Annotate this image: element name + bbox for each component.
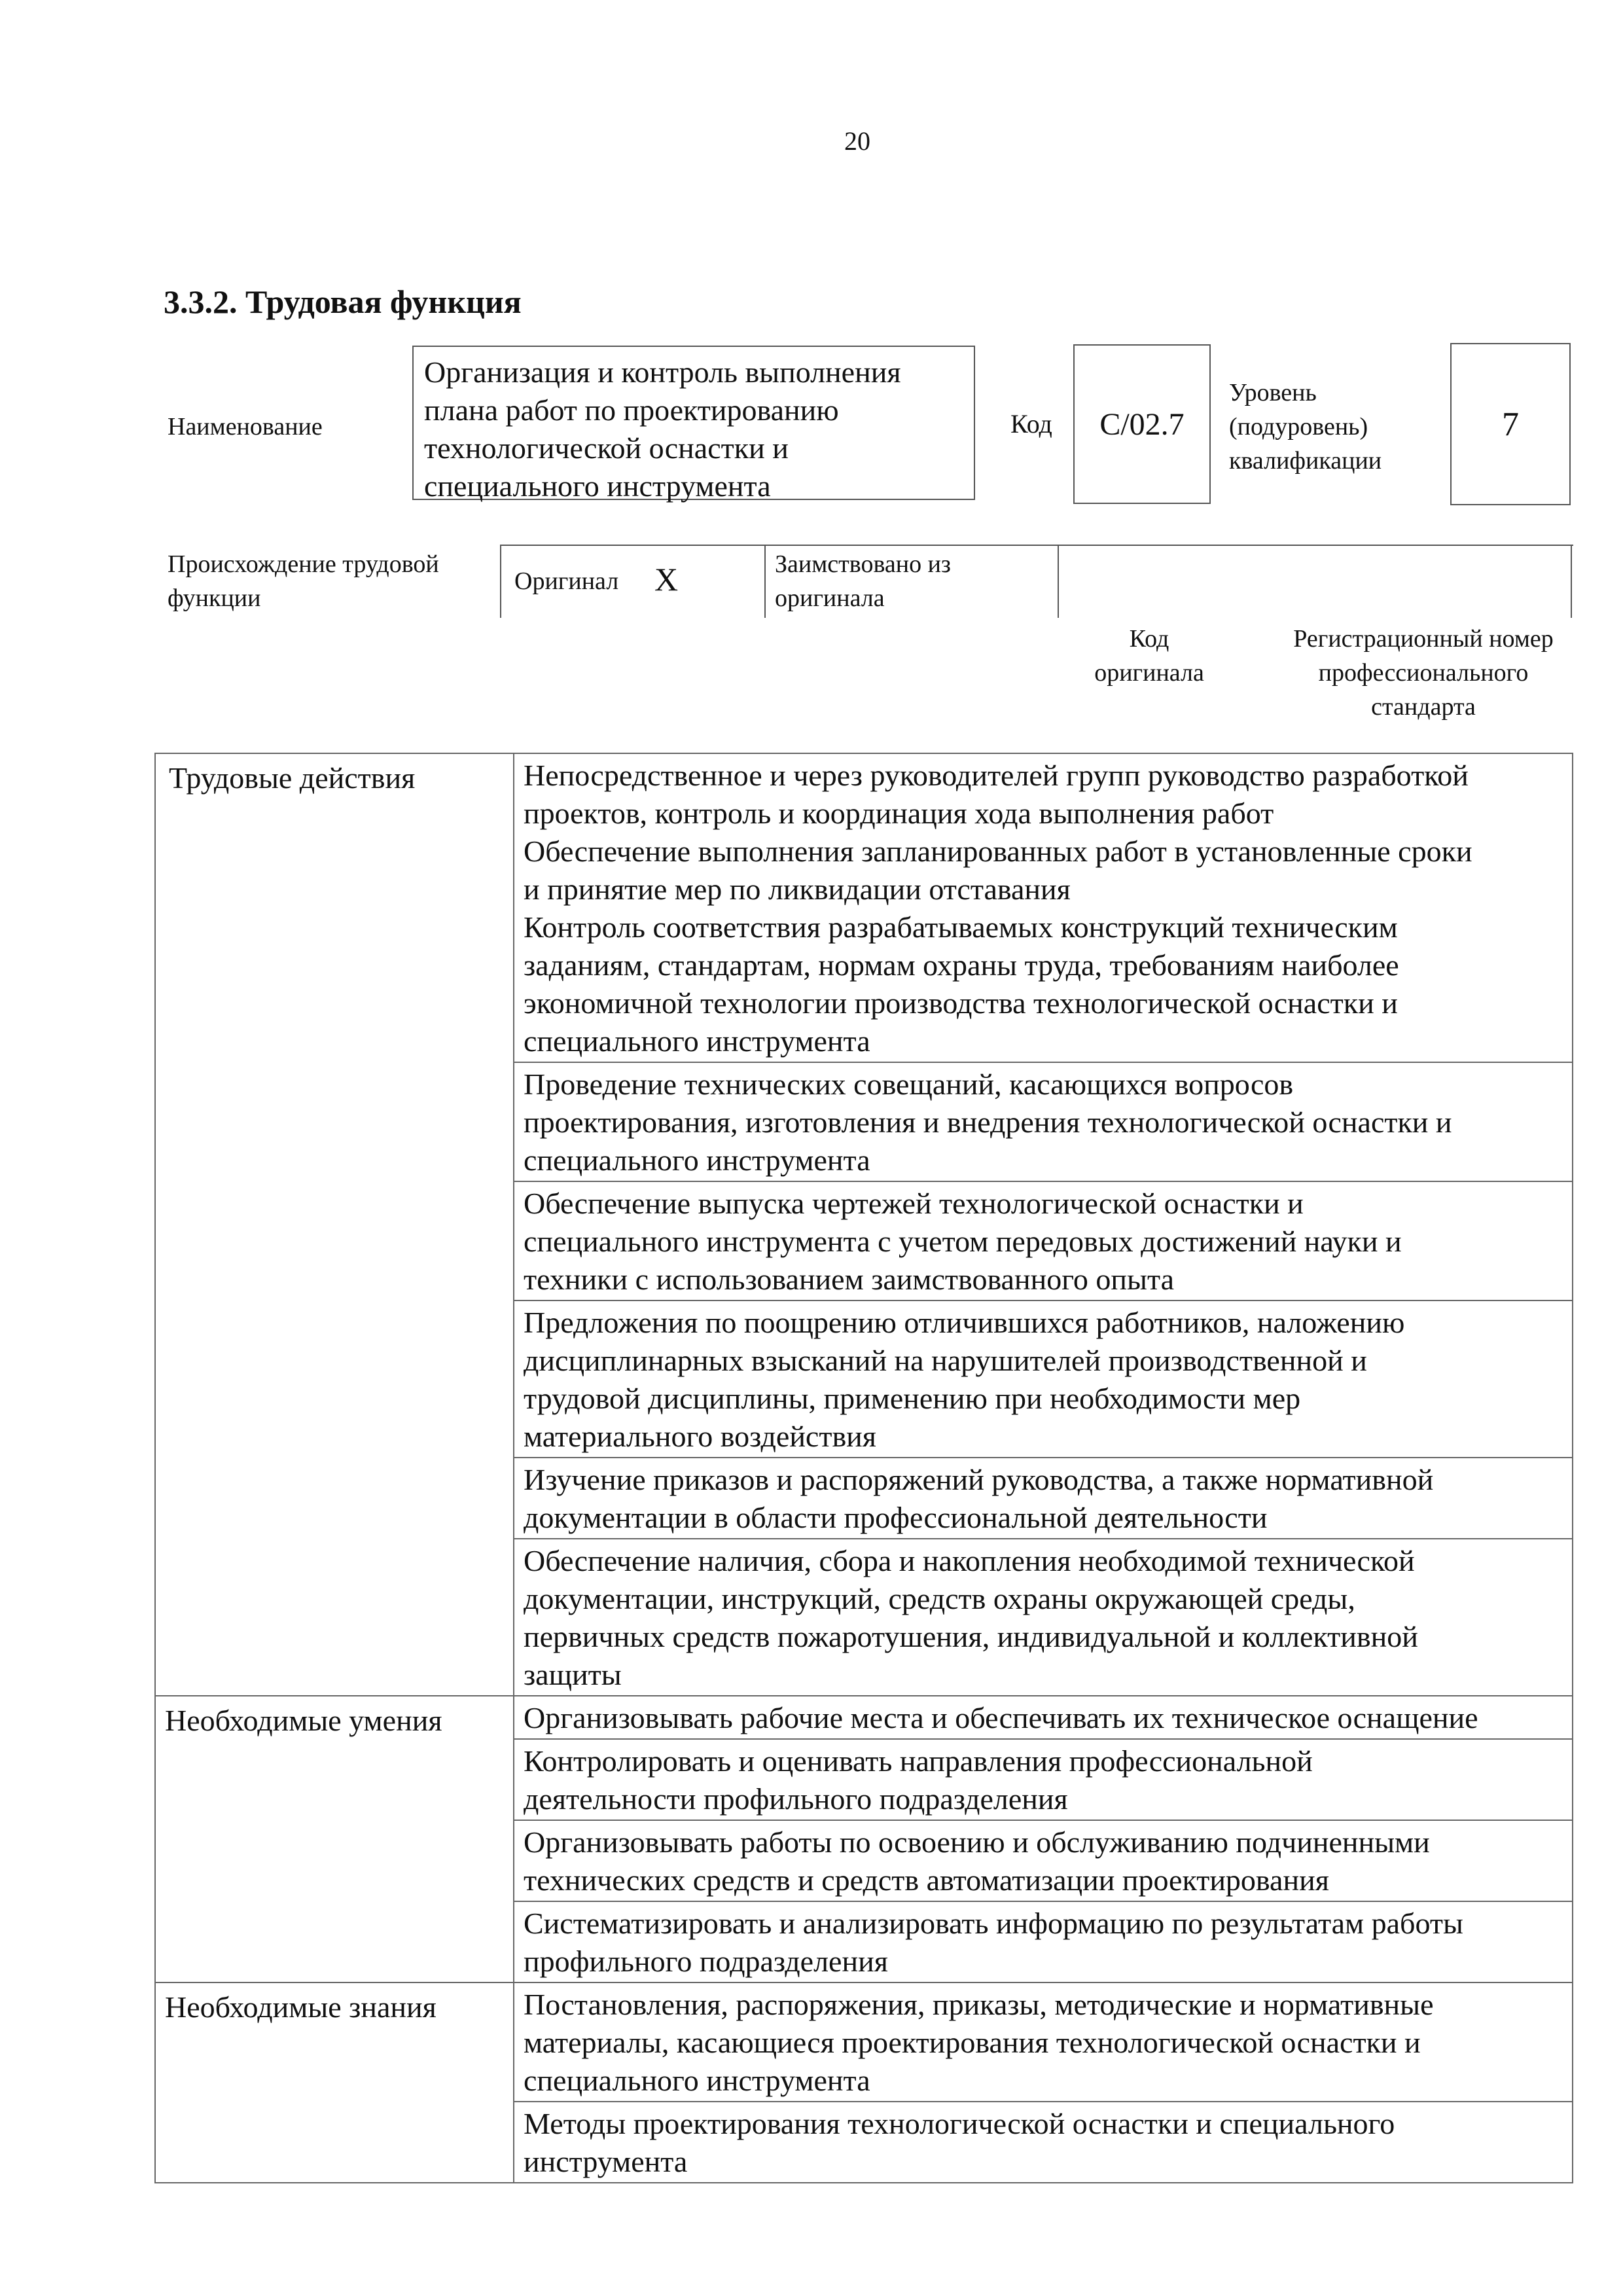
borrowed-label: [775, 547, 951, 615]
function-name-line: технологической оснастки и: [424, 431, 789, 465]
code-value-box: [1073, 344, 1211, 504]
code-value: С/02.7: [1099, 406, 1185, 442]
item-line: проектов, контроль и координация хода выполнения работ: [524, 797, 1274, 830]
labor-actions-heading: Трудовые действия: [155, 753, 514, 1696]
table-row: [155, 753, 1573, 1062]
item-line: специального инструмента: [524, 1024, 870, 1058]
labor-actions-item: [514, 1539, 1573, 1696]
original-label: Оригинал: [514, 567, 619, 595]
required-skills-item: [514, 1901, 1573, 1982]
item-line: заданиям, стандартам, нормам охраны труда, требованиям наиболее: [524, 948, 1399, 982]
item-line: экономичной технологии производства технологической оснастки и: [524, 986, 1398, 1020]
item-line: документации, инструкций, средств охраны окружающей среды,: [524, 1582, 1355, 1615]
required-skills-item: [514, 1739, 1573, 1820]
item-line: специального инструмента с учетом передовых достижений науки и: [524, 1225, 1402, 1258]
origin-label-line: Происхождение трудовой: [168, 550, 439, 578]
item-line: первичных средств пожаротушения, индивидуальной и коллективной: [524, 1620, 1418, 1653]
item-line: технических средств и средств автоматизации проектирования: [524, 1863, 1329, 1897]
function-name-line: плана работ по проектированию: [424, 393, 839, 427]
caption-original-code: [1071, 622, 1228, 690]
caption-line: профессионального: [1318, 659, 1529, 687]
item-line: материалы, касающиеся проектирования технологической оснастки и: [524, 2026, 1421, 2059]
origin-divider: [1058, 546, 1059, 618]
item-line: Предложения по поощрению отличившихся работников, наложению: [524, 1306, 1405, 1339]
item-line: проектирования, изготовления и внедрения технологической оснастки и: [524, 1105, 1452, 1139]
level-label-line: квалификации: [1229, 447, 1382, 475]
caption-line: Регистрационный номер: [1293, 625, 1554, 653]
caption-registration-number: [1270, 622, 1577, 724]
qualification-level-label: [1229, 376, 1382, 478]
name-label: Наименование: [168, 413, 323, 440]
code-label: Код: [1010, 409, 1052, 439]
item-line: деятельности профильного подразделения: [524, 1782, 1068, 1816]
qualification-level-value: 7: [1502, 405, 1519, 443]
item-line: защиты: [524, 1658, 622, 1691]
item-line: Организовывать рабочие места и обеспечивать их техническое оснащение: [524, 1701, 1478, 1734]
table-row: [155, 1982, 1573, 2102]
level-label-line: (подуровень): [1229, 413, 1368, 440]
caption-line: стандарта: [1371, 693, 1476, 721]
item-line: Проведение технических совещаний, касающихся вопросов: [524, 1067, 1294, 1101]
section-title: 3.3.2. Трудовая функция: [164, 283, 522, 320]
item-line: Организовывать работы по освоению и обслуживанию подчиненными: [524, 1825, 1430, 1859]
original-mark: X: [654, 561, 679, 598]
item-line: Контролировать и оценивать направления профессиональной: [524, 1744, 1313, 1778]
item-line: специального инструмента: [524, 2064, 870, 2097]
labor-actions-item: [514, 1062, 1573, 1181]
required-skills-heading: Необходимые умения: [155, 1696, 514, 1982]
level-label-line: Уровень: [1229, 379, 1317, 406]
required-knowledge-item: [514, 1982, 1573, 2102]
required-knowledge-heading: Необходимые знания: [155, 1982, 514, 2183]
item-line: дисциплинарных взысканий на нарушителей производственной и: [524, 1344, 1367, 1377]
item-line: Систематизировать и анализировать информацию по результатам работы: [524, 1907, 1463, 1940]
item-line: Изучение приказов и распоряжений руководства, а также нормативной: [524, 1463, 1434, 1496]
qualification-level-box: [1450, 343, 1571, 505]
item-line: Непосредственное и через руководителей групп руководство разработкой: [524, 759, 1469, 792]
item-line: и принятие мер по ликвидации отставания: [524, 872, 1071, 906]
item-line: Обеспечение выполнения запланированных работ в установленные сроки: [524, 834, 1472, 868]
table-row: [155, 1696, 1573, 1739]
item-line: техники с использованием заимствованного опыта: [524, 1263, 1175, 1296]
caption-line: Код: [1129, 625, 1169, 653]
labor-actions-item: [514, 753, 1573, 1062]
function-details-table: [154, 753, 1573, 2183]
page-number: 20: [844, 126, 870, 156]
function-name-box: [412, 346, 975, 503]
labor-actions-item: [514, 1458, 1573, 1539]
required-skills-item: [514, 1696, 1573, 1739]
item-line: инструмента: [524, 2145, 688, 2178]
origin-divider: [500, 546, 501, 618]
item-line: документации в области профессиональной деятельности: [524, 1501, 1268, 1534]
origin-divider: [764, 546, 766, 618]
required-knowledge-item: [514, 2102, 1573, 2183]
required-skills-item: [514, 1820, 1573, 1901]
function-name-line: Организация и контроль выполнения: [424, 355, 901, 389]
item-line: трудовой дисциплины, применению при необходимости мер: [524, 1382, 1301, 1415]
item-line: Методы проектирования технологической оснастки и специального: [524, 2107, 1395, 2140]
function-name-line: специального инструмента: [424, 469, 771, 503]
item-line: Контроль соответствия разрабатываемых конструкций техническим: [524, 910, 1398, 944]
borrowed-label-line: Заимствовано из: [775, 550, 951, 578]
item-line: профильного подразделения: [524, 1945, 888, 1978]
item-line: материального воздействия: [524, 1420, 876, 1453]
labor-actions-item: [514, 1181, 1573, 1300]
item-line: Обеспечение наличия, сбора и накопления необходимой технической: [524, 1544, 1415, 1577]
labor-actions-item: [514, 1300, 1573, 1458]
item-line: специального инструмента: [524, 1143, 870, 1177]
item-line: Постановления, распоряжения, приказы, методические и нормативные: [524, 1988, 1434, 2021]
caption-line: оригинала: [1094, 659, 1204, 687]
origin-label-line: функции: [168, 584, 261, 612]
item-line: Обеспечение выпуска чертежей технологической оснастки и: [524, 1187, 1304, 1220]
origin-label: [168, 547, 439, 615]
borrowed-label-line: оригинала: [775, 584, 885, 612]
origin-divider: [1571, 546, 1572, 618]
